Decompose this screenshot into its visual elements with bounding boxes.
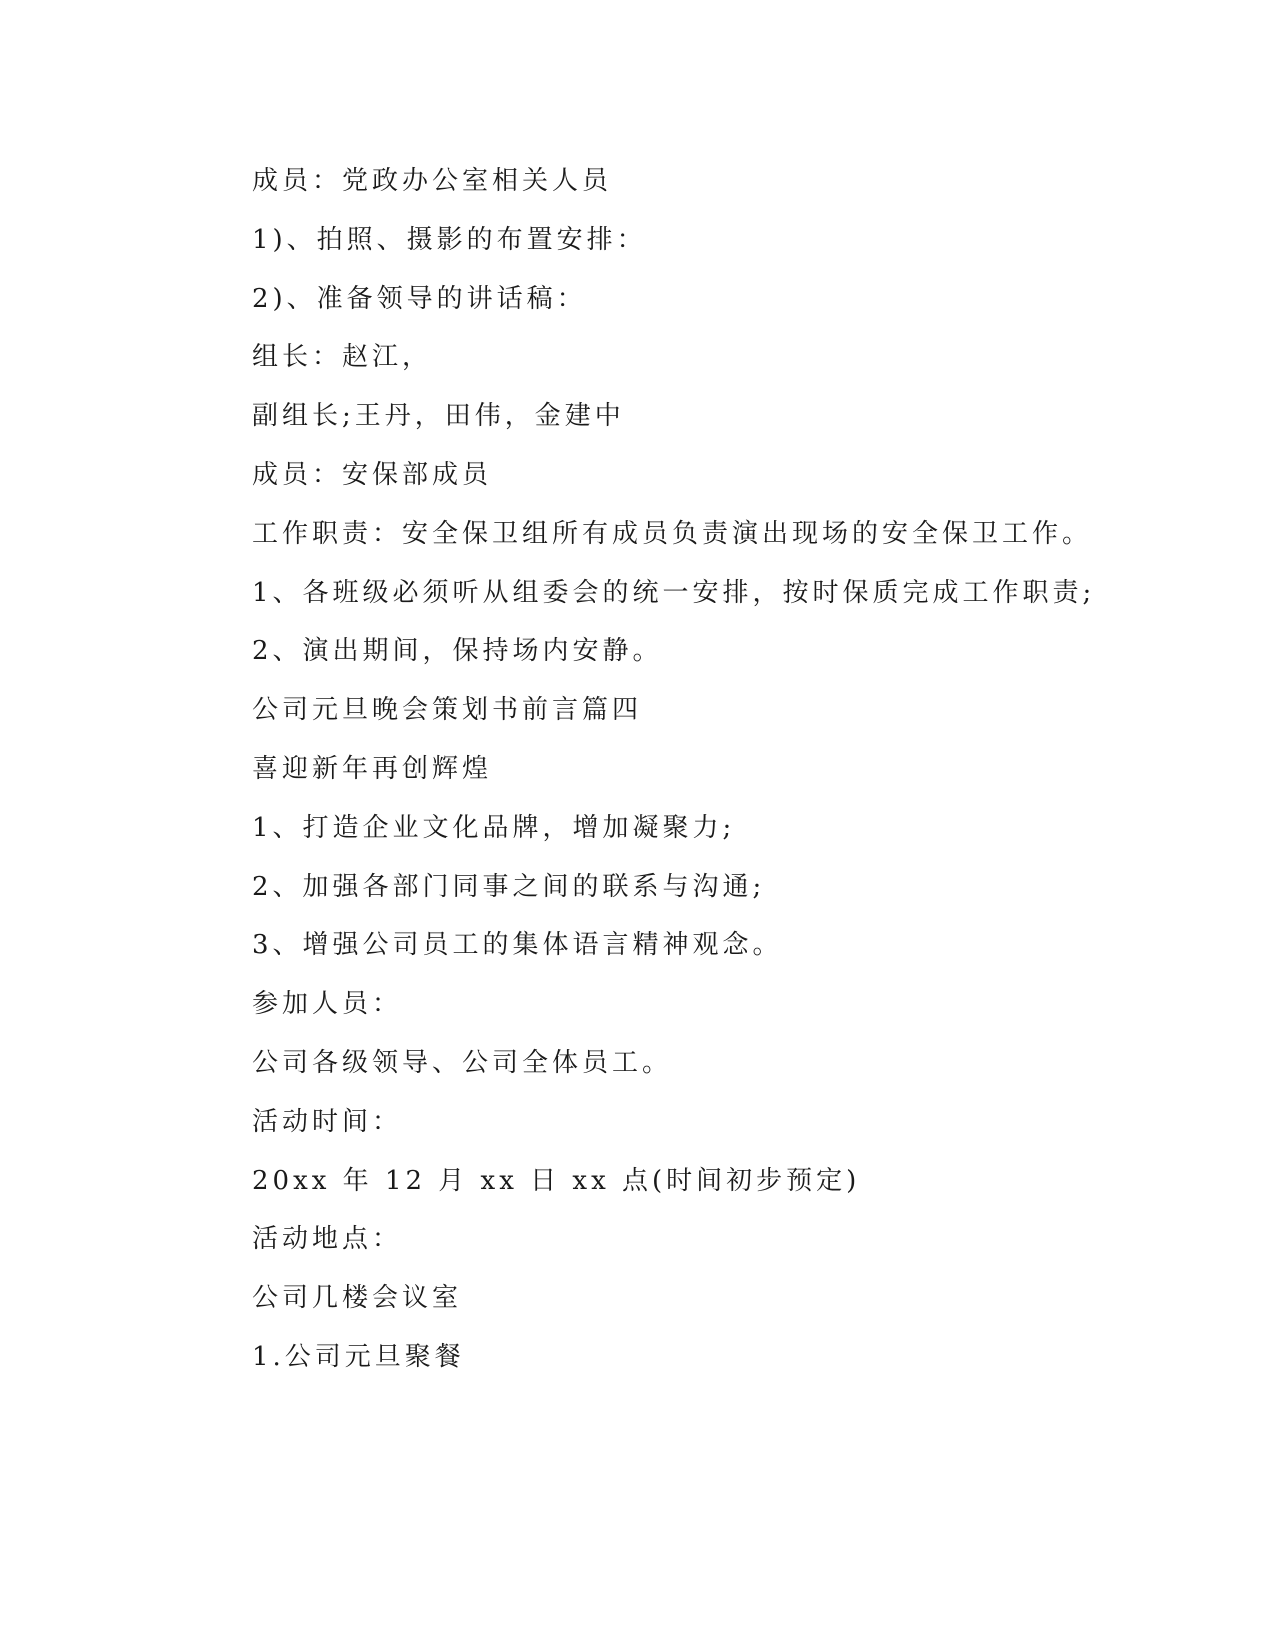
text-line: 1、各班级必须听从组委会的统一安排，按时保质完成工作职责; — [252, 577, 1096, 608]
text-line: 公司几楼会议室 — [252, 1283, 463, 1314]
text-line: 1)、拍照、摄影的布置安排： — [252, 224, 647, 255]
text-line: 2、加强各部门同事之间的联系与沟通; — [252, 871, 766, 902]
text-line: 喜迎新年再创辉煌 — [252, 753, 493, 784]
text-line: 2)、准备领导的讲话稿： — [252, 283, 587, 314]
text-line: 1、打造企业文化品牌，增加凝聚力; — [252, 812, 736, 843]
text-line: 活动时间： — [252, 1106, 403, 1137]
text-line: 成员：安保部成员 — [252, 459, 493, 490]
section-heading: 公司元旦晚会策划书前言篇四 — [252, 695, 643, 726]
text-line: 3、增强公司员工的集体语言精神观念。 — [252, 930, 783, 961]
text-line: 1.公司元旦聚餐 — [252, 1341, 465, 1372]
text-line: 副组长;王丹，田伟，金建中 — [252, 401, 625, 432]
text-line: 公司各级领导、公司全体员工。 — [252, 1047, 673, 1078]
text-line: 成员：党政办公室相关人员 — [252, 166, 613, 196]
text-line: 20xx 年 12 月 xx 日 xx 点(时间初步预定) — [252, 1165, 861, 1196]
text-line: 2、演出期间，保持场内安静。 — [252, 636, 663, 667]
text-line: 工作职责：安全保卫组所有成员负责演出现场的安全保卫工作。 — [252, 518, 1093, 549]
text-line: 活动地点： — [252, 1224, 403, 1255]
text-line: 参加人员： — [252, 989, 403, 1020]
document-body — [252, 156, 1112, 1391]
text-line: 组长：赵江， — [252, 342, 433, 373]
